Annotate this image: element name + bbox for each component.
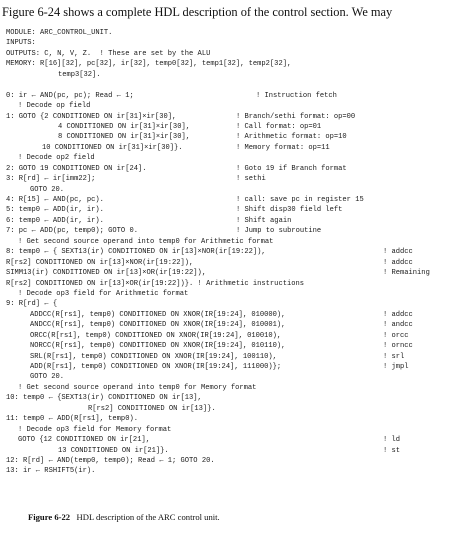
figure-caption xyxy=(28,512,220,522)
intro-paragraph: Figure 6-24 shows a complete HDL description of the control section. We may xyxy=(2,5,393,19)
code-text: R[rs2] CONDITIONED ON ir[13]}. xyxy=(88,404,216,413)
code-comment: ! Call format: op=01 xyxy=(236,122,322,131)
code-line xyxy=(0,258,453,268)
code-line xyxy=(0,372,453,382)
code-line xyxy=(0,268,453,278)
code-comment: ! Arithmetic format: op=10 xyxy=(236,133,347,142)
code-text: 8: temp0 ← { SEXT13(ir) CONDITIONED ON ir[13]×NOR(ir[19:22]), xyxy=(6,248,266,257)
code-comment: ! Shift disp30 field left xyxy=(236,206,343,215)
code-comment: ! Memory format: op=11 xyxy=(236,143,330,152)
code-text: 13: ir ← RSHIFT5(ir). xyxy=(6,467,96,476)
code-text: 12: R[rd] ← AND(temp0, temp0); Read ← 1; GOTO 20. xyxy=(6,456,215,465)
code-line xyxy=(0,59,453,69)
code-line xyxy=(0,279,453,289)
code-text: 5: temp0 ← ADD(ir, ir). xyxy=(6,206,104,215)
code-text: 10: temp0 ← {SEXT13(ir) CONDITIONED ON ir[13], xyxy=(6,394,202,403)
code-text: 7: pc ← ADD(pc, temp0); GOTO 0. xyxy=(6,227,138,236)
code-comment: ! st xyxy=(383,446,401,455)
code-text: 6: temp0 ← ADD(ir, ir). xyxy=(6,216,104,225)
code-text: 1: GOTO {2 CONDITIONED ON ir[31]×ir[30], xyxy=(6,112,177,121)
code-comment: ! addcc xyxy=(383,248,413,257)
code-line xyxy=(0,122,453,132)
code-comment: ! Branch/sethi format: op=00 xyxy=(236,112,356,121)
code-line xyxy=(0,195,453,205)
code-text: 4 CONDITIONED ON ir[31]×ir[30], xyxy=(58,122,190,131)
code-line xyxy=(0,352,453,362)
code-text: MEMORY: R[16][32], pc[32], ir[32], temp0[32], temp1[32], temp2[32], xyxy=(6,60,292,69)
code-comment: ! Instruction fetch xyxy=(256,91,337,100)
code-line xyxy=(0,425,453,435)
code-text: 4: R[15] ← AND(pc, pc). xyxy=(6,196,104,204)
code-comment: ! sethi xyxy=(236,175,266,184)
code-text: ! Decode op2 field xyxy=(18,154,95,163)
code-text: 3: R[rd] ← ir[imm22]; xyxy=(6,175,96,184)
code-comment: ! call: save pc in register 15 xyxy=(236,196,364,204)
code-line xyxy=(0,153,453,163)
code-comment: ! addcc xyxy=(383,258,413,267)
code-text: SIMM13(ir) CONDITIONED ON ir[13]×OR(ir[19:22]), xyxy=(6,269,207,278)
code-text: OUTPUTS: C, N, V, Z. ! These are set by the ALU xyxy=(6,49,211,58)
code-text: ! Decode op3 field for Arithmetic format xyxy=(18,289,189,298)
code-text: ! Decode op3 field for Memory format xyxy=(18,425,172,434)
code-text: NORCC(R[rs1], temp0) CONDITIONED ON XNOR(IR[19:24], 010110), xyxy=(30,342,286,351)
hdl-code-listing xyxy=(0,28,453,477)
figure-caption-label: Figure 6-22 xyxy=(28,512,71,522)
code-text: ADD(R[rs1], temp0) CONDITIONED ON XNOR(IR[19:24], 111000)}; xyxy=(30,363,282,371)
code-text: GOTO 20. xyxy=(30,373,65,382)
code-line xyxy=(0,101,453,111)
code-line xyxy=(0,216,453,226)
code-text: 2: GOTO 19 CONDITIONED ON ir[24]. xyxy=(6,164,147,173)
code-comment: ! Remaining xyxy=(383,269,430,278)
code-line xyxy=(0,185,453,195)
code-line xyxy=(0,226,453,236)
code-line xyxy=(0,49,453,59)
code-line xyxy=(0,205,453,215)
code-line xyxy=(0,143,453,153)
code-comment: ! orcc xyxy=(383,331,409,340)
code-line xyxy=(0,331,453,341)
code-text: 8 CONDITIONED ON ir[31]×ir[30], xyxy=(58,133,190,142)
code-line xyxy=(0,299,453,309)
code-line xyxy=(0,132,453,142)
code-line xyxy=(0,466,453,476)
code-line xyxy=(0,435,453,445)
code-text: ! Get second source operand into temp0 for Arithmetic format xyxy=(18,237,274,246)
code-line xyxy=(0,456,453,466)
code-line xyxy=(0,28,453,38)
code-text: 9: R[rd] ← { xyxy=(6,300,58,309)
code-text: R[rs2] CONDITIONED ON ir[13]×NOR(ir[19:22]), xyxy=(6,258,194,267)
code-text: ! Get second source operand into temp0 for Memory format xyxy=(18,383,257,392)
code-line xyxy=(0,112,453,122)
code-line xyxy=(0,237,453,247)
code-comment: ! addcc xyxy=(383,310,413,319)
code-text: 11: temp0 ← ADD(R[rs1], temp0). xyxy=(6,415,138,424)
code-comment: ! ld xyxy=(383,436,401,445)
code-text: MODULE: ARC_CONTROL_UNIT. xyxy=(6,29,113,37)
code-line xyxy=(0,320,453,330)
code-text: GOTO {12 CONDITIONED ON ir[21], xyxy=(18,436,150,445)
figure-caption-text: HDL description of the ARC control unit. xyxy=(76,512,220,522)
code-line xyxy=(0,446,453,456)
code-text: 10 CONDITIONED ON ir[31]×ir[30]}. xyxy=(42,143,183,152)
code-comment: ! andcc xyxy=(383,321,413,330)
code-comment: ! Shift again xyxy=(236,216,292,225)
code-line xyxy=(0,383,453,393)
code-line xyxy=(0,174,453,184)
code-comment: ! jmpl xyxy=(383,363,409,371)
code-line xyxy=(0,341,453,351)
code-line xyxy=(0,247,453,257)
code-text: SRL(R[rs1], temp0) CONDITIONED ON XNOR(IR[19:24], 100110), xyxy=(30,352,277,361)
code-line xyxy=(0,414,453,424)
code-line xyxy=(0,91,453,101)
code-comment: ! orncc xyxy=(383,342,413,351)
code-line xyxy=(0,70,453,80)
code-text: R[rs2] CONDITIONED ON ir[13]×OR(ir[19:22])}. ! Arithmetic instructions xyxy=(6,279,304,288)
code-text: temp3[32]. xyxy=(58,70,101,79)
code-line xyxy=(0,362,453,372)
code-text: 0: ir ← AND(pc, pc); Read ← 1; xyxy=(6,91,134,100)
code-text: INPUTS: xyxy=(6,39,36,48)
code-text: ORCC(R[rs1], temp0) CONDITIONED ON XNOR(IR[19:24], 010010), xyxy=(30,331,282,340)
code-line xyxy=(0,38,453,48)
code-line xyxy=(0,164,453,174)
code-text: ANDCC(R[rs1], temp0) CONDITIONED ON XNOR(IR[19:24], 010001), xyxy=(30,321,286,330)
code-text: GOTO 20. xyxy=(30,185,65,194)
code-line xyxy=(0,289,453,299)
code-text: 13 CONDITIONED ON ir[21]}. xyxy=(58,446,169,455)
code-text: ADDCC(R[rs1], temp0) CONDITIONED ON XNOR(IR[19:24], 010000), xyxy=(30,310,286,319)
code-comment: ! srl xyxy=(383,352,405,361)
code-comment: ! Goto 19 if Branch format xyxy=(236,164,347,173)
code-line xyxy=(0,80,453,90)
code-line xyxy=(0,393,453,403)
code-comment: ! Jump to subroutine xyxy=(236,227,322,236)
code-text: ! Decode op field xyxy=(18,102,91,111)
code-line xyxy=(0,310,453,320)
code-line xyxy=(0,404,453,414)
